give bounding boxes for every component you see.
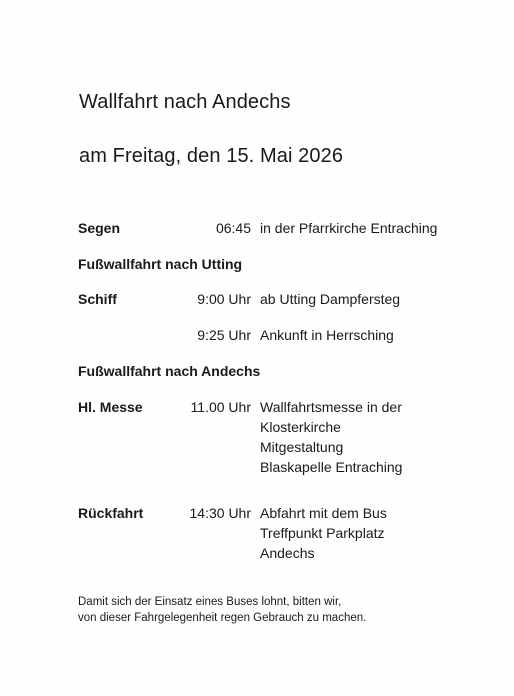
schedule-time: 9:25 Uhr bbox=[197, 327, 251, 343]
schedule-desc-line: ab Utting Dampfersteg bbox=[260, 291, 401, 307]
document-date: am Freitag, den 15. Mai 2026 bbox=[79, 145, 344, 167]
footnote-line: von dieser Fahrgelegenheit regen Gebrauch zu machen. bbox=[78, 612, 367, 624]
schedule-time: 06:45 bbox=[215, 220, 251, 236]
schedule-label: Schiff bbox=[78, 291, 117, 307]
schedule-time: 9:00 Uhr bbox=[197, 291, 251, 307]
section-heading-utting: Fußwallfahrt nach Utting bbox=[78, 256, 243, 272]
schedule-desc-line: Andechs bbox=[260, 545, 315, 561]
schedule-desc-line: Mitgestaltung bbox=[260, 439, 344, 455]
schedule-desc-line: Treffpunkt Parkplatz bbox=[260, 525, 385, 541]
document-title: Wallfahrt nach Andechs bbox=[79, 91, 291, 113]
schedule-desc-line: Blaskapelle Entraching bbox=[260, 459, 403, 475]
schedule-label: Segen bbox=[78, 220, 121, 236]
schedule-desc bbox=[260, 503, 387, 563]
schedule-desc-line: Klosterkirche bbox=[260, 419, 341, 435]
schedule-desc-line: Wallfahrtsmesse in der bbox=[260, 399, 402, 415]
schedule-label: Rückfahrt bbox=[78, 505, 144, 521]
section-heading-andechs: Fußwallfahrt nach Andechs bbox=[78, 363, 261, 379]
schedule-desc-line: in der Pfarrkirche Entraching bbox=[260, 220, 438, 236]
schedule-desc bbox=[260, 397, 402, 477]
schedule-time: 11.00 Uhr bbox=[190, 399, 251, 415]
schedule-label: Hl. Messe bbox=[78, 399, 143, 415]
schedule-desc bbox=[260, 325, 394, 345]
schedule-desc bbox=[260, 218, 437, 238]
footnote bbox=[78, 594, 366, 626]
schedule-time: 14:30 Uhr bbox=[189, 505, 251, 521]
schedule-desc bbox=[260, 289, 400, 309]
schedule-desc-line: Abfahrt mit dem Bus bbox=[260, 505, 387, 521]
footnote-line: Damit sich der Einsatz eines Buses lohnt, bitten wir, bbox=[78, 596, 342, 608]
schedule-desc-line: Ankunft in Herrsching bbox=[260, 327, 394, 343]
